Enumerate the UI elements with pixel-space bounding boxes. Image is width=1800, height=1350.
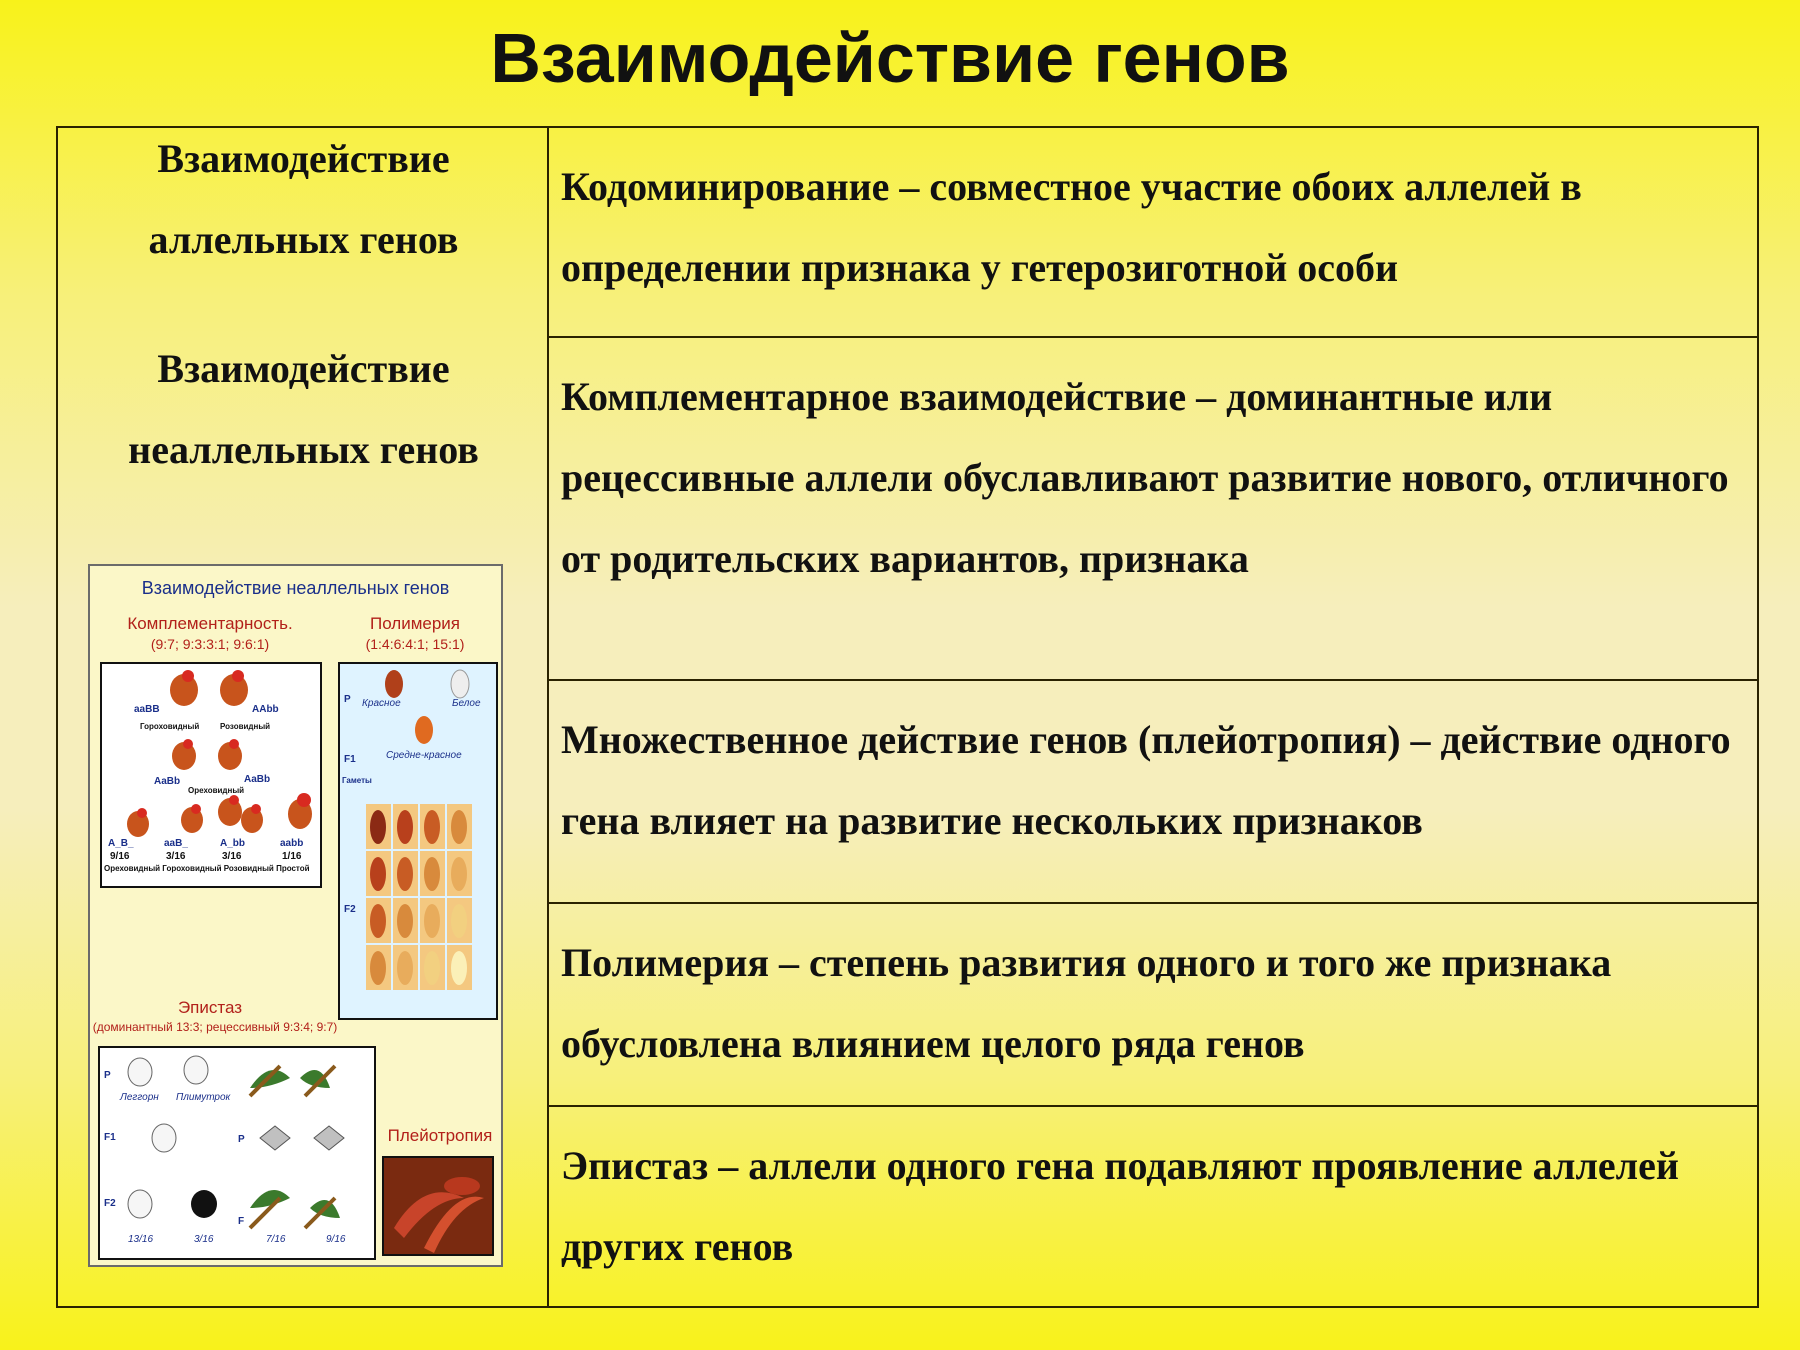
complementarity-ratios: (9:7; 9:3:3:1; 9:6:1) [150, 636, 270, 652]
epistasis-leghorn: Леггорн [120, 1092, 159, 1103]
epistasis-F1: F1 [104, 1132, 116, 1143]
epistasis-ratio-7-16: 7/16 [266, 1234, 286, 1245]
gene-interaction-table [56, 126, 1759, 1308]
epistasis-label: Эпистаз [177, 998, 243, 1017]
epistasis-F: F [238, 1216, 245, 1227]
epistasis-plymouth: Плимутрок [176, 1092, 231, 1103]
class-3-ratio: 3/16 [222, 851, 242, 862]
complementarity-label: Комплементарность. [127, 614, 293, 633]
complementarity-panel [100, 662, 322, 888]
epistasis-ratio-13-16: 13/16 [128, 1234, 154, 1245]
left-column [58, 128, 549, 1306]
polymery-ratios: (1:4:6:4:1; 15:1) [365, 636, 465, 652]
epistasis-row: Эпистаз – аллели одного гена подавляют проявление аллелей других генов [561, 1143, 1679, 1269]
epistasis-F2: F2 [104, 1198, 116, 1209]
polymery-gametes: Гаметы [342, 776, 372, 785]
page-title: Взаимодействие генов [490, 19, 1290, 97]
chicken-butterfly-illustration [100, 1048, 374, 1258]
genotype-AAbb: AAbb [252, 704, 279, 715]
pleiotropy-panel [382, 1156, 494, 1256]
nonallelic-heading: Взаимодействие неаллельных генов [128, 346, 479, 472]
polymery-label: Полимерия [369, 614, 460, 633]
polymery-F2: F2 [344, 904, 356, 915]
class-2-ratio: 3/16 [166, 851, 186, 862]
punnett-grid [366, 804, 472, 990]
epistasis-ratio-3-16: 3/16 [194, 1234, 214, 1245]
class-1-genotype: A_B_ [108, 838, 134, 849]
epistasis-panel [98, 1046, 376, 1260]
polymery-white: Белое [452, 698, 481, 709]
nonallelic-interaction-diagram [88, 564, 503, 1267]
right-column [549, 128, 1757, 1306]
class-3-genotype: A_bb [220, 838, 245, 849]
phenotype-pea: Гороховидный [140, 722, 200, 731]
polymery-red: Красное [362, 698, 401, 709]
genotype-AaBb-2: AaBb [244, 774, 271, 785]
polymery-panel [338, 662, 498, 1020]
class-4-ratio: 1/16 [282, 851, 302, 862]
pleiotropy-label: Плейотропия [387, 1126, 493, 1145]
polymery-P: P [344, 694, 351, 705]
phenotype-row: Ореховидный Гороховидный Розовидный Простой [104, 864, 310, 873]
polymery-row: Полимерия – степень развития одного и того же признака обусловлена влиянием целого ряда генов [549, 904, 1757, 1107]
sickle-cells-illustration [384, 1158, 492, 1254]
polymery-F1: F1 [344, 754, 356, 765]
genotype-aaBB: aaBB [134, 704, 160, 715]
epistasis-ratio-9-16: 9/16 [326, 1234, 346, 1245]
class-2-genotype: aaB_ [164, 838, 188, 849]
codominance-row: Кодоминирование – совместное участие обоих аллелей в определении признака у гетерозиготной особи [549, 128, 1757, 338]
genotype-AaBb-1: AaBb [154, 776, 181, 787]
phenotype-rose: Розовидный [220, 722, 271, 731]
phenotype-walnut: Ореховидный [188, 786, 245, 795]
polymery-mid-red: Средне-красное [386, 750, 462, 761]
complementary-row: Комплементарное взаимодействие – доминантные или рецессивные аллели обуславливают развитие нового, отличного от родительских вариантов, признака [549, 338, 1757, 681]
allelic-heading: Взаимодействие аллельных генов [148, 136, 459, 262]
epistasis-ratios: (доминантный 13:3; рецессивный 9:3:4; 9:7) [92, 1020, 338, 1034]
epistasis-P: P [104, 1070, 111, 1081]
class-4-genotype: aabb [280, 838, 304, 849]
pleiotropy-row: Множественное действие генов (плейотропия) – действие одного гена влияет на развитие нескольких признаков [549, 681, 1757, 904]
figure-title: Взаимодействие неаллельных генов [141, 578, 450, 598]
class-1-ratio: 9/16 [110, 851, 130, 862]
epistasis-P-second: P [238, 1134, 245, 1145]
